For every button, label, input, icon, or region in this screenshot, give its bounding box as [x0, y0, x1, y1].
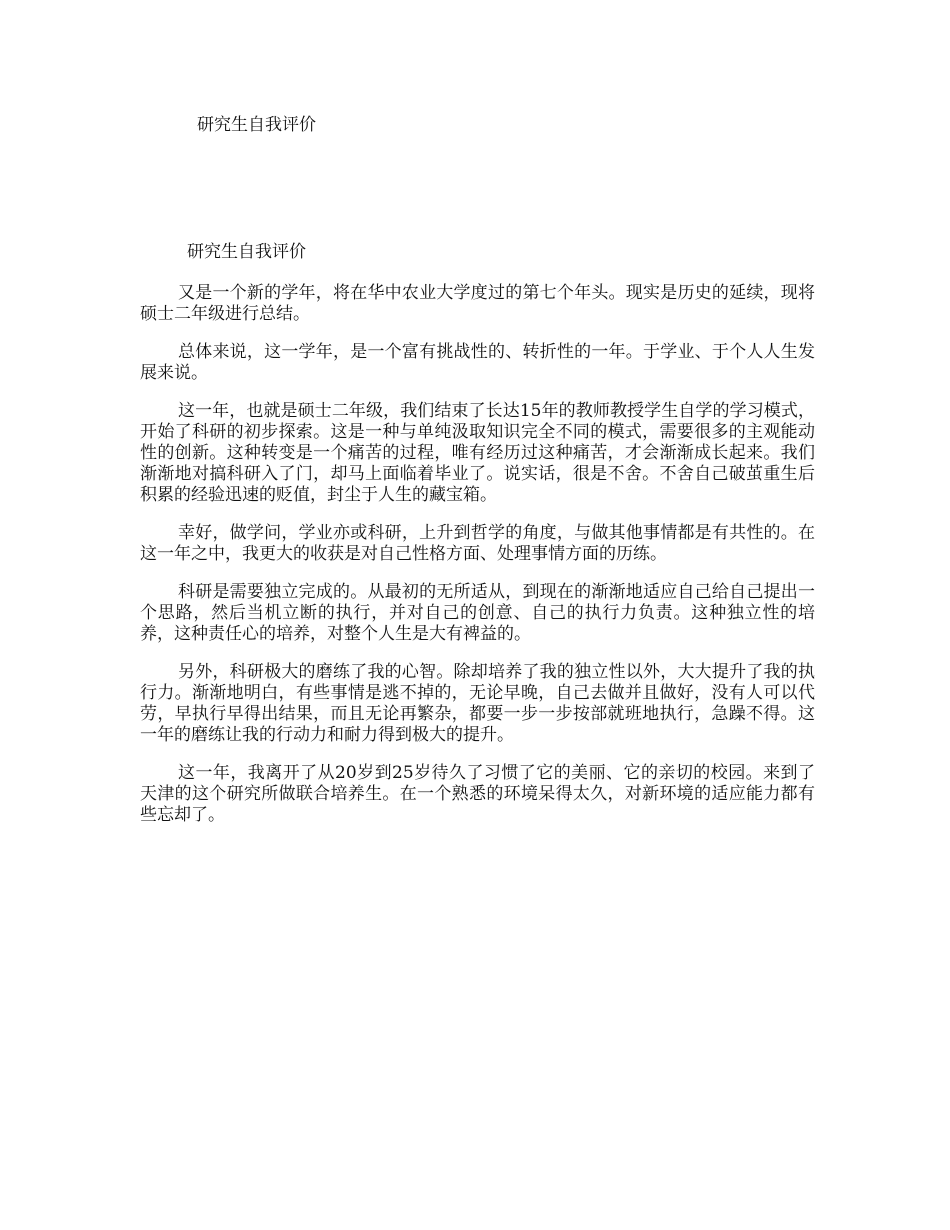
document-body [140, 283, 815, 843]
header-title: 研究生自我评价 [197, 115, 316, 135]
paragraph: 又是一个新的学年，将在华中农业大学度过的第七个年头。现实是历史的延续，现将硕士二年级进行总结。 [140, 283, 815, 324]
paragraph: 这一年，也就是硕士二年级，我们结束了长达15年的教师教授学生自学的学习模式，开始了科研的初步探索。这是一种与单纯汲取知识完全不同的模式，需要很多的主观能动性的创新。这种转变是一个痛苦的过程，唯有经历过这种痛苦，才会渐渐成长起来。我们渐渐地对搞科研入了门，却马上面临着毕业了。说实话，很是不舍。不舍自己破茧重生后积累的经验迅速的贬值，封尘于人生的藏宝箱。 [140, 401, 815, 505]
paragraph: 科研是需要独立完成的。从最初的无所适从，到现在的渐渐地适应自己给自己提出一个思路，然后当机立断的执行，并对自己的创意、自己的执行力负责。这种独立性的培养，这种责任心的培养，对整个人生是大有裨益的。 [140, 582, 815, 644]
paragraph: 幸好，做学问，学业亦或科研，上升到哲学的角度，与做其他事情都是有共性的。在这一年之中，我更大的收获是对自己性格方面、处理事情方面的历练。 [140, 523, 815, 564]
paragraph: 另外，科研极大的磨练了我的心智。除却培养了我的独立性以外，大大提升了我的执行力。渐渐地明白，有些事情是逃不掉的，无论早晚，自己去做并且做好，没有人可以代劳，早执行早得出结果，而且无论再繁杂，都要一步一步按部就班地执行，急躁不得。这一年的磨练让我的行动力和耐力得到极大的提升。 [140, 662, 815, 745]
document-title: 研究生自我评价 [187, 242, 306, 262]
paragraph: 总体来说，这一学年，是一个富有挑战性的、转折性的一年。于学业、于个人人生发展来说。 [140, 342, 815, 383]
paragraph: 这一年，我离开了从20岁到25岁待久了习惯了它的美丽、它的亲切的校园。来到了天津的这个研究所做联合培养生。在一个熟悉的环境呆得太久，对新环境的适应能力都有些忘却了。 [140, 763, 815, 825]
